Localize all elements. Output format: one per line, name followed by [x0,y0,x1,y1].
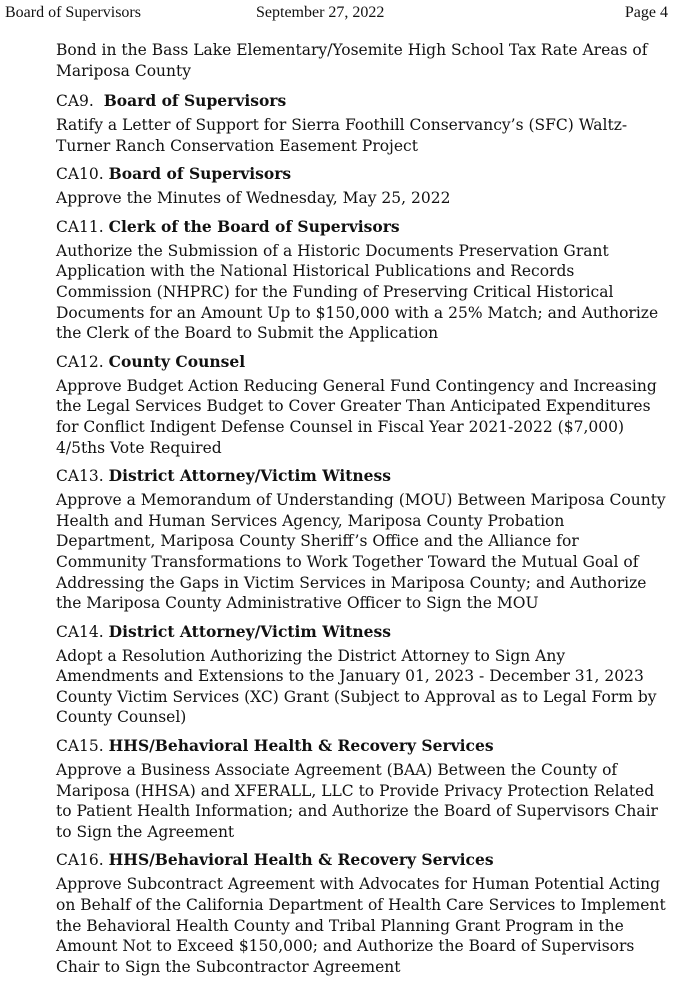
agenda-item-number: CA9. [56,92,94,110]
agenda-item-title [56,735,666,757]
agenda-item-number: CA15. [56,737,104,756]
header-board-name: Board of Supervisors [5,4,141,21]
agenda-item-description: Approve Subcontract Agreement with Advocates for Human Potential Acting on Behalf of the California Department of Health Care Services to Implement the Behavioral Health County and Tribal Planning Grant Program in the Amount Not to Exceed $150,000; and Authorize the Board of Supervisors Chair to Sign the Subcontractor Agreement [56,875,666,976]
agenda-item-ca10 [56,163,666,209]
agenda-item-description: Approve a Business Associate Agreement (BAA) Between the County of Mariposa (HHSA) and XFERALL, LLC to Provide Privacy Protection Related to Patient Health Information; and Authorize the Board of Supervisors Chair to Sign the Agreement [56,761,658,841]
agenda-item-number: CA10. [56,165,104,184]
agenda-item-description: Approve the Minutes of Wednesday, May 25, 2022 [56,189,451,208]
agenda-item-department: Clerk of the Board of Supervisors [108,216,400,236]
agenda-item-ca14 [56,621,666,728]
agenda-content [56,40,666,984]
agenda-item-title [56,90,666,112]
agenda-item-title [56,163,666,185]
agenda-item-ca11 [56,216,666,344]
agenda-item-department: District Attorney/Victim Witness [108,466,391,486]
agenda-item-description: Approve a Memorandum of Understanding (MOU) Between Mariposa County Health and Human Services Agency, Mariposa County Probation Department, Mariposa County Sheriff’s Office and the Alliance for Community Transformations to Work Together Toward the Mutual Goal of Addressing the Gaps in Victim Services in Mariposa County; and Authorize the Mariposa County Administrative Officer to Sign the MOU [56,491,666,613]
agenda-item-title [56,216,666,238]
agenda-item-number: CA16. [56,851,104,870]
agenda-item-title [56,465,666,487]
agenda-item-department: District Attorney/Victim Witness [108,621,391,641]
header-date: September 27, 2022 [256,4,385,21]
agenda-item-number: CA12. [56,352,104,371]
agenda-item-department: Board of Supervisors [108,164,292,184]
agenda-item-title [56,351,666,373]
continued-item-text: Bond in the Bass Lake Elementary/Yosemite High School Tax Rate Areas of Mariposa County [56,41,648,80]
agenda-item-ca12 [56,351,666,458]
agenda-item-department: HHS/Behavioral Health & Recovery Services [108,850,494,870]
agenda-item-description: Approve Budget Action Reducing General Fund Contingency and Increasing the Legal Services Budget to Cover Greater Than Anticipated Expenditures for Conflict Indigent Defense Counsel in Fiscal Year 2021-2022 ($7,000) 4/5ths Vote Required [56,376,657,457]
agenda-item-ca16 [56,849,666,977]
agenda-item-number: CA14. [56,622,104,641]
page-header [0,4,680,24]
agenda-item-department: Board of Supervisors [103,91,287,110]
agenda-item-description: Ratify a Letter of Support for Sierra Foothill Conservancy’s (SFC) Waltz-Turner Ranch Conservation Easement Project [56,116,628,155]
agenda-item-ca13 [56,465,666,614]
header-page-number: Page 4 [624,4,668,21]
agenda-item-title [56,621,666,643]
agenda-item-description: Authorize the Submission of a Historic Documents Preservation Grant Application with the National Historical Publications and Records Commission (NHPRC) for the Funding of Preserving Critical Historical Documents for an Amount Up to $150,000 with a 25% Match; and Authorize the Clerk of the Board to Submit the Application [56,241,659,343]
agenda-item-ca15 [56,735,666,842]
agenda-item-number: CA11. [56,217,104,236]
agenda-item-title [56,849,666,871]
agenda-item-number: CA13. [56,467,104,486]
agenda-item-ca9 [56,90,666,156]
agenda-item-department: County Counsel [108,351,246,371]
agenda-item-department: HHS/Behavioral Health & Recovery Services [108,736,494,756]
agenda-item-description: Adopt a Resolution Authorizing the District Attorney to Sign Any Amendments and Extensions to the January 01, 2023 - December 31, 2023 County Victim Services (XC) Grant (Subject to Approval as to Legal Form by County Counsel) [56,646,657,727]
